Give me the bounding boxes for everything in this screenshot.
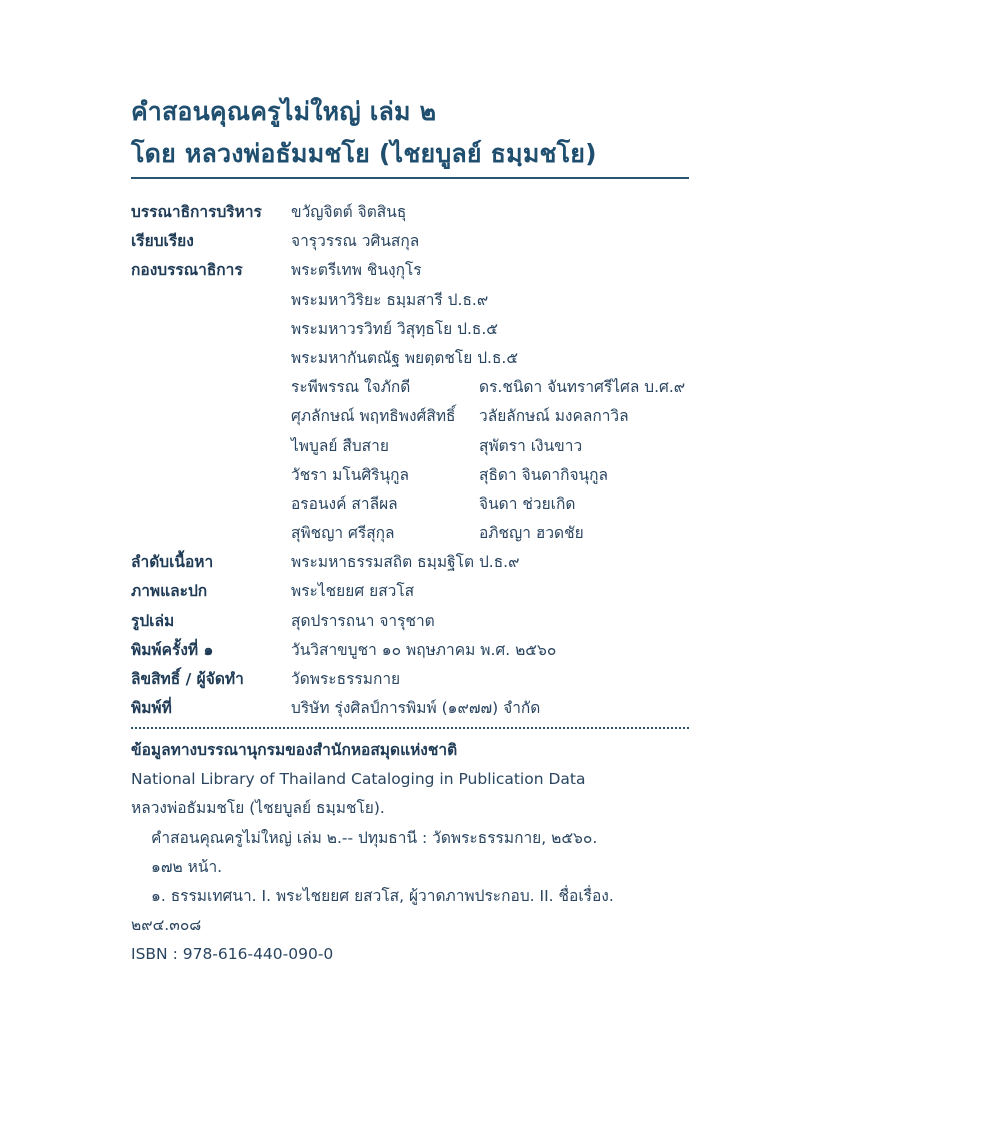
credit-row	[131, 373, 731, 402]
credit-label: กองบรรณาธิการ	[131, 261, 243, 280]
credit-name: ขวัญจิตต์ จิตสินธุ	[291, 203, 407, 221]
credit-name-secondary: สุพัตรา เงินขาว	[479, 436, 583, 455]
credit-row	[131, 665, 731, 694]
credit-row	[131, 490, 731, 519]
credits-list	[131, 198, 731, 723]
book-author-line: โดย หลวงพ่อธัมมชโย (ไชยบูลย์ ธมฺมชโย)	[131, 139, 597, 168]
credit-row	[131, 636, 731, 665]
credit-name-secondary: สุธิดา จินดากิจนุกูล	[479, 465, 609, 484]
credit-name: วัชรา มโนศิรินุกูล	[291, 465, 409, 484]
credit-name: ระพีพรรณ ใจภักดี	[291, 378, 411, 397]
cip-heading: ข้อมูลทางบรรณานุกรมของสำนักหอสมุดแห่งชาติ	[131, 741, 458, 759]
credit-name: บริษัท รุ่งศิลป์การพิมพ์ (๑๙๗๗) จำกัด	[291, 699, 541, 718]
credit-row	[131, 548, 731, 577]
credit-label: รูปเล่ม	[131, 611, 175, 630]
credit-row	[131, 432, 731, 461]
credit-name: พระมหาธรรมสถิต ธมฺมฐิโต ป.ธ.๙	[291, 553, 520, 572]
title-divider	[131, 177, 689, 179]
credit-name-secondary: วลัยลักษณ์ มงคลกาวิล	[479, 407, 629, 426]
credit-name: ไพบูลย์ สืบสาย	[291, 436, 389, 455]
credit-name: พระมหากันตณัฐ พยตฺตชโย ป.ธ.๕	[291, 348, 519, 367]
credit-name: วันวิสาขบูชา ๑๐ พฤษภาคม พ.ศ. ๒๕๖๐	[291, 640, 557, 659]
credit-name: จารุวรรณ วศินสกุล	[291, 232, 420, 251]
credit-name: สุพิชญา ศรีสุกุล	[291, 524, 395, 543]
cip-subjects: ๑. ธรรมเทศนา. I. พระไชยยศ ยสวโส, ผู้วาดภาพประกอบ. II. ชื่อเรื่อง.	[151, 886, 614, 905]
credit-row	[131, 402, 731, 431]
cip-isbn: ISBN : 978-616-440-090-0	[131, 945, 334, 964]
credit-name: พระมหาวรวิทย์ วิสุทฺธโย ป.ธ.๕	[291, 319, 499, 338]
cip-author: หลวงพ่อธัมมชโย (ไชยบูลย์ ธมฺมชโย).	[131, 799, 385, 818]
book-title: คำสอนคุณครูไม่ใหญ่ เล่ม ๒	[131, 97, 437, 126]
credit-row	[131, 694, 731, 723]
cip-title: คำสอนคุณครูไม่ใหญ่ เล่ม ๒.-- ปทุมธานี : วัดพระธรรมกาย, ๒๕๖๐.	[151, 828, 598, 847]
credit-label: พิมพ์ที่	[131, 699, 172, 718]
credit-name-secondary: ดร.ชนิดา จันทราศรีไศล บ.ศ.๙	[479, 378, 686, 397]
credit-row	[131, 461, 731, 490]
credit-row	[131, 577, 731, 606]
cip-class-number: ๒๙๔.๓๐๘	[131, 916, 202, 935]
credit-name-secondary: จินดา ช่วยเกิด	[479, 494, 576, 513]
credit-row	[131, 519, 731, 548]
credit-row	[131, 256, 731, 285]
credit-label: ภาพและปก	[131, 582, 208, 601]
dotted-divider	[131, 727, 689, 729]
credit-name: พระไชยยศ ยสวโส	[291, 582, 415, 601]
credit-label: พิมพ์ครั้งที่ ๑	[131, 640, 214, 659]
credit-name: วัดพระธรรมกาย	[291, 670, 401, 688]
credit-row	[131, 286, 731, 315]
credit-row	[131, 198, 731, 227]
credit-row	[131, 315, 731, 344]
credit-name: พระมหาวิริยะ ธมฺมสารี ป.ธ.๙	[291, 290, 489, 309]
credit-label: บรรณาธิการบริหาร	[131, 203, 262, 221]
cip-block	[131, 736, 751, 970]
credit-name: ศุภลักษณ์ พฤทธิพงศ์สิทธิ์	[291, 407, 456, 426]
credit-row	[131, 607, 731, 636]
credit-label: ลำดับเนื้อหา	[131, 553, 214, 572]
credit-name: อรอนงค์ สาลีผล	[291, 494, 398, 513]
credit-label: ลิขสิทธิ์ / ผู้จัดทำ	[131, 670, 244, 688]
credit-name-secondary: อภิชญา ฮวดชัย	[479, 524, 584, 543]
cip-pages: ๑๗๒ หน้า.	[151, 857, 223, 876]
credit-name: สุดปรารถนา จารุชาต	[291, 611, 435, 630]
credit-name: พระตรีเทพ ชินงฺกุโร	[291, 261, 422, 280]
credit-label: เรียบเรียง	[131, 232, 194, 251]
credit-row	[131, 344, 731, 373]
cip-english-heading: National Library of Thailand Cataloging in Publication Data	[131, 770, 586, 789]
credit-row	[131, 227, 731, 256]
